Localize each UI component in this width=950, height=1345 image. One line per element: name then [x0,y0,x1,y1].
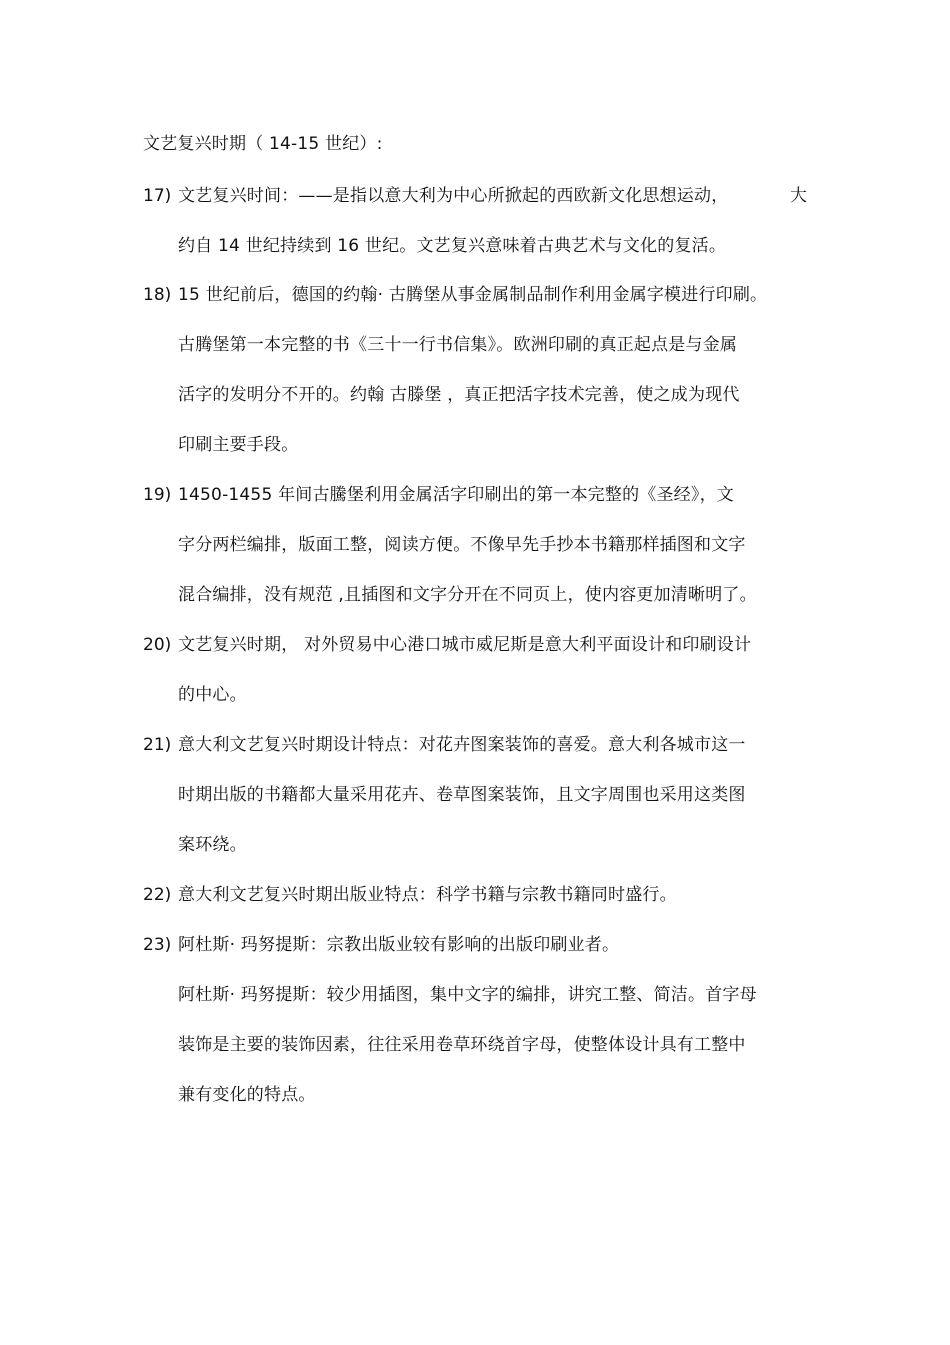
item-number: 23) [143,935,172,955]
item-line: 兼有变化的特点。 [178,1085,316,1105]
item-line: 古腾堡第一本完整的书《三十一行书信集》。欧洲印刷的真正起点是与金属 [178,335,738,355]
item-line: 印刷主要手段。 [178,435,299,455]
item-line: 时期出版的书籍都大量采用花卉、卷草图案装饰，且文字周围也采用这类图 [178,785,746,805]
item-line: 文艺复兴时间：——是指以意大利为中心所掀起的西欧新文化思想运动， [178,186,729,206]
item-line: 意大利文艺复兴时期出版业特点：科学书籍与宗教书籍同时盛行。 [178,885,677,905]
item-number: 22) [143,885,172,905]
item-line: 案环绕。 [178,835,247,855]
item-line: 文艺复兴时期， 对外贸易中心港口城市威尼斯是意大利平面设计和印刷设计 [178,635,752,655]
item-number: 18) [143,285,172,305]
item-line: 约自 14 世纪持续到 16 世纪。文艺复兴意味着古典艺术与文化的复活。 [178,236,727,256]
item-line-trailing-char: 大 [790,186,807,206]
item-line: 字分两栏编排，版面工整，阅读方便。不像早先手抄本书籍那样插图和文字 [178,535,746,555]
item-line: 意大利文艺复兴时期设计特点：对花卉图案装饰的喜爱。意大利各城市这一 [178,735,746,755]
item-line: 1450-1455 年间古騰堡利用金属活字印刷出的第一本完整的《圣经》，文 [178,485,734,505]
item-line: 阿杜斯· 玛努提斯：较少用插图，集中文字的编排，讲究工整、简洁。首字母 [178,985,757,1005]
item-number: 21) [143,735,172,755]
item-line: 阿杜斯· 玛努提斯：宗教出版业较有影响的出版印刷业者。 [178,935,620,955]
item-line: 活字的发明分不开的。约翰 古滕堡 ，真正把活字技术完善，使之成为现代 [178,385,740,405]
item-number: 20) [143,635,172,655]
item-line: 装饰是主要的装饰因素，往往采用卷草环绕首字母，使整体设计具有工整中 [178,1035,746,1055]
item-line: 15 世纪前后，德国的约翰· 古腾堡从事金属制品制作利用金属字模进行印刷。 [178,285,768,305]
section-heading: 文艺复兴时期（ 14-15 世纪）: [143,134,383,154]
item-line: 的中心。 [178,685,247,705]
item-line: 混合编排，没有规范 ,且插图和文字分开在不同页上，使内容更加清晰明了。 [178,585,757,605]
item-number: 19) [143,485,172,505]
item-number: 17) [143,186,172,206]
